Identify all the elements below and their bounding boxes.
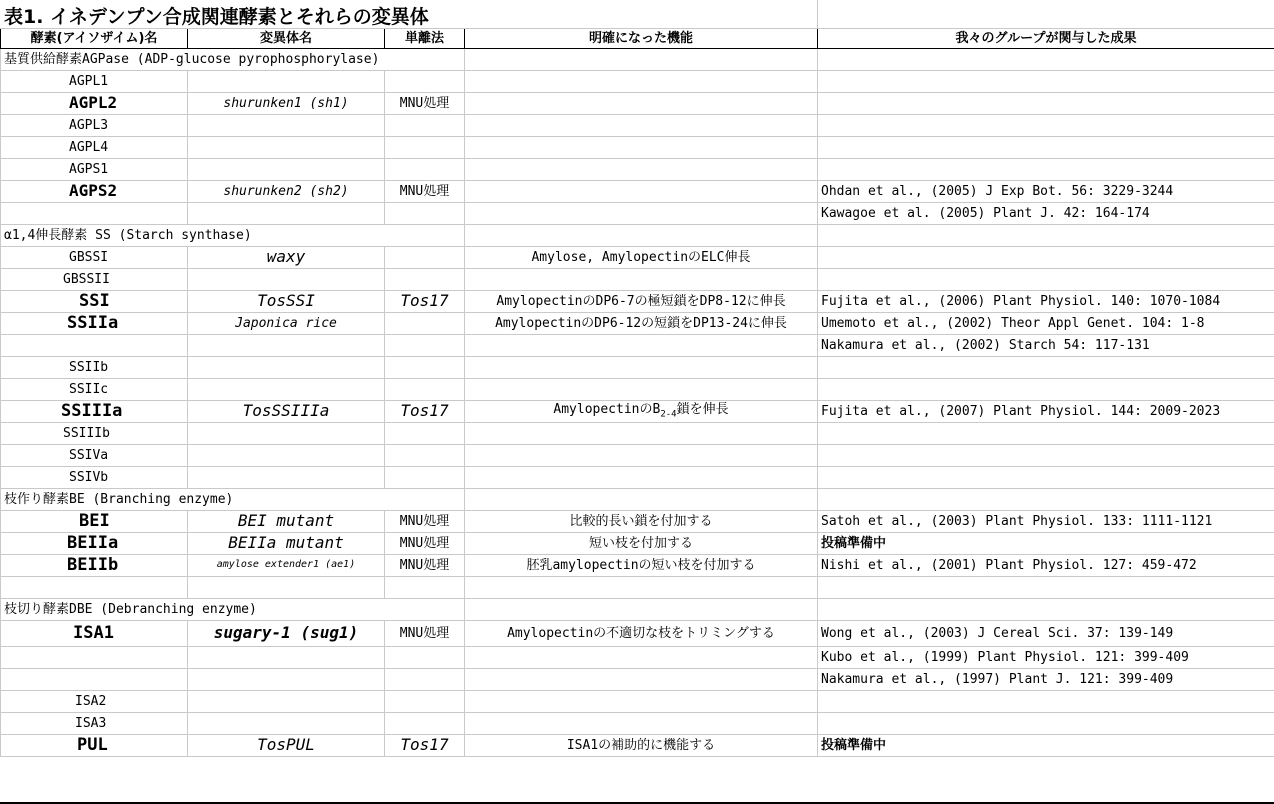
- table-row: [1, 334, 1274, 356]
- table-row: [1, 180, 1274, 202]
- mutant-name[interactable]: TosSSI: [188, 290, 385, 312]
- cell[interactable]: [385, 646, 465, 668]
- cell[interactable]: [188, 136, 385, 158]
- mutant-name[interactable]: amylose extender1 (ae1): [188, 554, 385, 576]
- table-row: [1, 202, 1274, 224]
- result-reference[interactable]: Nakamura et al., (2002) Starch 54: 117-131: [818, 334, 1274, 356]
- table-row: [1, 620, 1274, 646]
- mutant-name[interactable]: waxy: [188, 246, 385, 268]
- function-desc[interactable]: AmylopectinのDP6-12の短鎖をDP13-24に伸長: [465, 312, 818, 334]
- result-reference[interactable]: Ohdan et al., (2005) J Exp Bot. 56: 3229-3244: [818, 180, 1274, 202]
- table-row: [1, 554, 1274, 576]
- table-row: [1, 400, 1274, 422]
- enzyme-name[interactable]: SSIVb: [1, 466, 188, 488]
- cell[interactable]: [188, 422, 385, 444]
- result-reference[interactable]: Umemoto et al., (2002) Theor Appl Genet. 104: 1-8: [818, 312, 1274, 334]
- function-desc[interactable]: ISA1の補助的に機能する: [465, 734, 818, 756]
- section-be[interactable]: 枝作り酵素BE (Branching enzyme): [1, 488, 465, 510]
- isolation-method[interactable]: MNU処理: [385, 510, 465, 532]
- cell[interactable]: [385, 158, 465, 180]
- result-reference[interactable]: Nishi et al., (2001) Plant Physiol. 127: 459-472: [818, 554, 1274, 576]
- cell[interactable]: [385, 356, 465, 378]
- function-subscript: 2-4: [660, 409, 677, 420]
- cell[interactable]: [818, 690, 1274, 712]
- cell[interactable]: [818, 114, 1274, 136]
- function-desc[interactable]: 短い枝を付加する: [465, 532, 818, 554]
- table-row: [1, 312, 1274, 334]
- enzyme-name[interactable]: SSIIIa: [1, 400, 188, 422]
- cell[interactable]: [1, 646, 188, 668]
- header-row: [1, 28, 1274, 48]
- section-agpase[interactable]: 基質供給酵素AGPase (ADP-glucose pyrophosphorylase): [1, 48, 465, 70]
- cell[interactable]: [188, 114, 385, 136]
- cell[interactable]: [188, 356, 385, 378]
- cell[interactable]: [818, 246, 1274, 268]
- function-desc[interactable]: Amylose, AmylopectinのELC伸長: [465, 246, 818, 268]
- cell[interactable]: [465, 576, 818, 598]
- enzyme-name[interactable]: SSI: [1, 290, 188, 312]
- result-reference[interactable]: Fujita et al., (2007) Plant Physiol. 144: 2009-2023: [818, 400, 1274, 422]
- header-function[interactable]: 明確になった機能: [465, 28, 818, 48]
- section-row-agpase: [1, 48, 1274, 70]
- function-desc[interactable]: [465, 400, 818, 422]
- cell[interactable]: [385, 202, 465, 224]
- enzyme-name[interactable]: GBSSI: [1, 246, 188, 268]
- enzyme-name[interactable]: AGPS2: [1, 180, 188, 202]
- table-row: [1, 70, 1274, 92]
- cell[interactable]: [465, 70, 818, 92]
- section-dbe[interactable]: 枝切り酵素DBE (Debranching enzyme): [1, 598, 465, 620]
- page-title: 表1. イネデンプン合成関連酵素とそれらの変異体: [4, 6, 429, 28]
- table-row: [1, 158, 1274, 180]
- cell[interactable]: [188, 334, 385, 356]
- cell[interactable]: [1, 668, 188, 690]
- cell[interactable]: [818, 224, 1274, 246]
- cell[interactable]: [385, 690, 465, 712]
- cell[interactable]: [188, 444, 385, 466]
- cell[interactable]: [188, 712, 385, 734]
- table-row: [1, 466, 1274, 488]
- cell[interactable]: [385, 246, 465, 268]
- enzyme-name[interactable]: PUL: [1, 734, 188, 756]
- cell[interactable]: [465, 224, 818, 246]
- result-reference[interactable]: 投稿準備中: [818, 532, 1274, 554]
- cell[interactable]: [465, 202, 818, 224]
- table-row: [1, 356, 1274, 378]
- isolation-method[interactable]: Tos17: [385, 400, 465, 422]
- enzyme-name[interactable]: SSIIa: [1, 312, 188, 334]
- cell[interactable]: [188, 576, 385, 598]
- enzyme-name[interactable]: AGPS1: [1, 158, 188, 180]
- table-row: [1, 136, 1274, 158]
- cell[interactable]: [465, 136, 818, 158]
- cell[interactable]: [818, 422, 1274, 444]
- table-row: [1, 246, 1274, 268]
- result-reference[interactable]: Nakamura et al., (1997) Plant J. 121: 399-409: [818, 668, 1274, 690]
- section-row-ss: [1, 224, 1274, 246]
- cell[interactable]: [188, 466, 385, 488]
- cell[interactable]: [188, 668, 385, 690]
- result-reference[interactable]: 投稿準備中: [818, 734, 1274, 756]
- cell[interactable]: [818, 712, 1274, 734]
- cell[interactable]: [465, 488, 818, 510]
- function-text-end: 鎖を伸長: [676, 401, 729, 417]
- cell[interactable]: [385, 268, 465, 290]
- function-desc[interactable]: Amylopectinの不適切な枝をトリミングする: [465, 620, 818, 646]
- cell[interactable]: [465, 356, 818, 378]
- result-reference[interactable]: Fujita et al., (2006) Plant Physiol. 140: 1070-1084: [818, 290, 1274, 312]
- cell[interactable]: [385, 136, 465, 158]
- cell[interactable]: [385, 466, 465, 488]
- cell[interactable]: [188, 378, 385, 400]
- cell[interactable]: [818, 576, 1274, 598]
- enzyme-name[interactable]: ISA2: [1, 690, 188, 712]
- cell[interactable]: [188, 70, 385, 92]
- enzyme-name[interactable]: AGPL1: [1, 70, 188, 92]
- cell[interactable]: [465, 158, 818, 180]
- mutant-name[interactable]: BEI mutant: [188, 510, 385, 532]
- cell[interactable]: [818, 598, 1274, 620]
- cell[interactable]: [385, 444, 465, 466]
- cell[interactable]: [465, 690, 818, 712]
- cell[interactable]: [385, 334, 465, 356]
- mutant-name[interactable]: sugary-1 (sug1): [188, 620, 385, 646]
- table-row: [1, 690, 1274, 712]
- empty-cell[interactable]: [818, 0, 1274, 28]
- cell[interactable]: [385, 378, 465, 400]
- cell[interactable]: [465, 378, 818, 400]
- cell[interactable]: [465, 668, 818, 690]
- table-row: [1, 290, 1274, 312]
- cell[interactable]: [465, 466, 818, 488]
- cell[interactable]: [1, 334, 188, 356]
- isolation-method[interactable]: Tos17: [385, 290, 465, 312]
- isolation-method[interactable]: MNU処理: [385, 532, 465, 554]
- cell[interactable]: [465, 444, 818, 466]
- cell[interactable]: [385, 576, 465, 598]
- enzyme-name[interactable]: AGPL2: [1, 92, 188, 114]
- cell[interactable]: [188, 158, 385, 180]
- table-row: [1, 378, 1274, 400]
- cell[interactable]: [385, 668, 465, 690]
- cell[interactable]: [188, 202, 385, 224]
- cell[interactable]: [385, 114, 465, 136]
- table-row: [1, 422, 1274, 444]
- cell[interactable]: [818, 356, 1274, 378]
- table-row: [1, 712, 1274, 734]
- cell[interactable]: [465, 48, 818, 70]
- isolation-method[interactable]: MNU処理: [385, 92, 465, 114]
- mutant-name[interactable]: BEIIa mutant: [188, 532, 385, 554]
- result-reference[interactable]: Kubo et al., (1999) Plant Physiol. 121: 399-409: [818, 646, 1274, 668]
- cell[interactable]: [818, 466, 1274, 488]
- enzyme-name[interactable]: SSIIIb: [1, 422, 188, 444]
- cell[interactable]: [818, 48, 1274, 70]
- header-mutant[interactable]: 変異体名: [188, 28, 385, 48]
- enzyme-name[interactable]: SSIVa: [1, 444, 188, 466]
- isolation-method[interactable]: MNU処理: [385, 180, 465, 202]
- cell[interactable]: [385, 712, 465, 734]
- table-row: [1, 92, 1274, 114]
- cell[interactable]: [818, 70, 1274, 92]
- isolation-method[interactable]: Tos17: [385, 734, 465, 756]
- table-row: [1, 646, 1274, 668]
- cell[interactable]: [385, 70, 465, 92]
- enzyme-name[interactable]: GBSSII: [1, 268, 188, 290]
- header-result[interactable]: 我々のグループが関与した成果: [818, 28, 1274, 48]
- cell[interactable]: [818, 378, 1274, 400]
- function-text: AmylopectinのB: [553, 401, 661, 417]
- header-method[interactable]: 単離法: [385, 28, 465, 48]
- cell[interactable]: [818, 136, 1274, 158]
- table-row: [1, 668, 1274, 690]
- mutant-name[interactable]: shurunken1 (sh1): [188, 92, 385, 114]
- cell[interactable]: [385, 312, 465, 334]
- section-ss[interactable]: α1,4伸長酵素 SS (Starch synthase): [1, 224, 465, 246]
- enzyme-name[interactable]: ISA1: [1, 620, 188, 646]
- cell[interactable]: [465, 598, 818, 620]
- result-reference[interactable]: Satoh et al., (2003) Plant Physiol. 133: 1111-1121: [818, 510, 1274, 532]
- table-row: [1, 576, 1274, 598]
- table-row: [1, 510, 1274, 532]
- enzyme-name[interactable]: AGPL3: [1, 114, 188, 136]
- cell[interactable]: [465, 180, 818, 202]
- enzyme-name[interactable]: SSIIb: [1, 356, 188, 378]
- table-row: [1, 444, 1274, 466]
- cell[interactable]: [465, 646, 818, 668]
- function-desc[interactable]: AmylopectinのDP6-7の極短鎖をDP8-12に伸長: [465, 290, 818, 312]
- header-enzyme[interactable]: 酵素(アイソザイム)名: [1, 28, 188, 48]
- cell[interactable]: [188, 690, 385, 712]
- cell[interactable]: [385, 422, 465, 444]
- table-row: [1, 114, 1274, 136]
- cell[interactable]: [465, 268, 818, 290]
- cell[interactable]: [465, 712, 818, 734]
- enzyme-name[interactable]: BEIIb: [1, 554, 188, 576]
- cell[interactable]: [465, 334, 818, 356]
- cell[interactable]: [818, 268, 1274, 290]
- cell[interactable]: [818, 488, 1274, 510]
- cell[interactable]: [188, 646, 385, 668]
- cell[interactable]: [1, 202, 188, 224]
- cell[interactable]: [818, 92, 1274, 114]
- table-row: [1, 734, 1274, 756]
- enzyme-name[interactable]: BEIIa: [1, 532, 188, 554]
- mutant-name[interactable]: TosPUL: [188, 734, 385, 756]
- function-desc[interactable]: 胚乳amylopectinの短い枝を付加する: [465, 554, 818, 576]
- mutant-name[interactable]: Japonica rice: [188, 312, 385, 334]
- cell[interactable]: [188, 268, 385, 290]
- function-desc[interactable]: 比較的長い鎖を付加する: [465, 510, 818, 532]
- cell[interactable]: [1, 576, 188, 598]
- enzyme-name[interactable]: BEI: [1, 510, 188, 532]
- result-reference[interactable]: Kawagoe et al. (2005) Plant J. 42: 164-174: [818, 202, 1274, 224]
- table-row: [1, 268, 1274, 290]
- section-row-dbe: [1, 598, 1274, 620]
- mutant-name[interactable]: shurunken2 (sh2): [188, 180, 385, 202]
- cell[interactable]: [818, 444, 1274, 466]
- enzyme-name[interactable]: SSIIc: [1, 378, 188, 400]
- mutant-name[interactable]: TosSSIIIa: [188, 400, 385, 422]
- enzyme-name[interactable]: ISA3: [1, 712, 188, 734]
- section-row-be: [1, 488, 1274, 510]
- isolation-method[interactable]: MNU処理: [385, 554, 465, 576]
- result-reference[interactable]: Wong et al., (2003) J Cereal Sci. 37: 139-149: [818, 620, 1274, 646]
- enzyme-name[interactable]: AGPL4: [1, 136, 188, 158]
- cell[interactable]: [465, 114, 818, 136]
- isolation-method[interactable]: MNU処理: [385, 620, 465, 646]
- cell[interactable]: [818, 158, 1274, 180]
- cell[interactable]: [465, 422, 818, 444]
- table-row: [1, 532, 1274, 554]
- cell[interactable]: [465, 92, 818, 114]
